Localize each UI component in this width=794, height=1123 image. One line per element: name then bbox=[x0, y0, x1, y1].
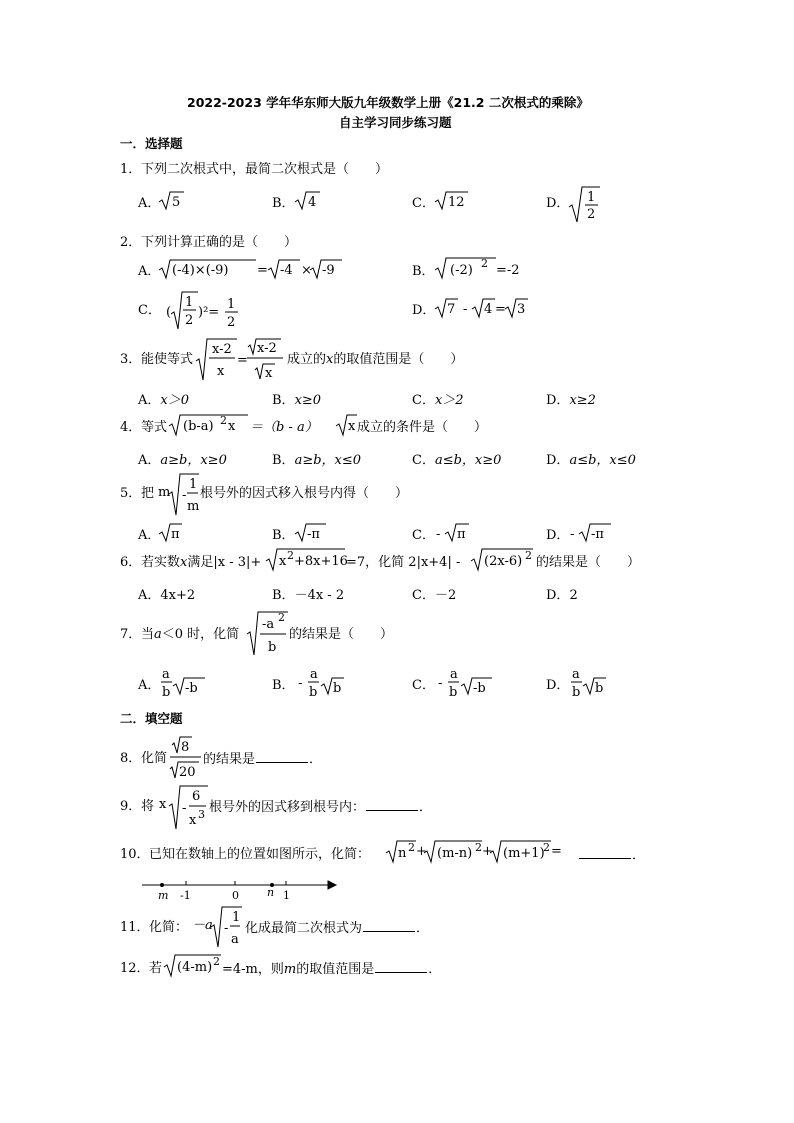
option-d-label: D． bbox=[412, 303, 436, 318]
option-value: 4x+2 bbox=[160, 588, 196, 603]
svg-text:b: b bbox=[162, 685, 171, 700]
option-value: a≥b，x≥0 bbox=[160, 453, 227, 468]
option-c bbox=[412, 589, 456, 602]
svg-text:a: a bbox=[162, 667, 170, 682]
question-stem-suffix bbox=[287, 353, 463, 366]
text: 成立的 bbox=[287, 352, 327, 367]
svg-text:4: 4 bbox=[308, 195, 317, 210]
number-line-figure bbox=[140, 875, 340, 903]
option-c-label: C． bbox=[412, 528, 435, 543]
svg-text:(-2): (-2) bbox=[450, 263, 473, 278]
option-b bbox=[272, 589, 344, 602]
svg-text:π: π bbox=[171, 527, 180, 542]
question-stem-prefix: 把 bbox=[141, 486, 155, 501]
option-value: 2 bbox=[569, 588, 578, 603]
option-d-label: D． bbox=[546, 678, 570, 693]
svg-text:7: 7 bbox=[447, 302, 456, 317]
svg-text:x: x bbox=[189, 813, 197, 828]
svg-text:-: - bbox=[570, 527, 575, 542]
question-stem-suffix bbox=[245, 921, 429, 935]
option-a-radical bbox=[158, 190, 188, 212]
svg-text:x: x bbox=[348, 419, 356, 434]
svg-text:=: = bbox=[257, 263, 268, 278]
svg-text:x-2: x-2 bbox=[212, 342, 232, 357]
svg-text:a: a bbox=[310, 667, 318, 682]
svg-text:+: + bbox=[482, 844, 493, 859]
question-stem-suffix bbox=[209, 800, 432, 814]
text: 的结果是 bbox=[203, 752, 256, 767]
svg-text:(4-m): (4-m) bbox=[177, 960, 213, 975]
question-stem-suffix: 的结果是（ ） bbox=[536, 555, 641, 570]
svg-text:-: - bbox=[182, 488, 187, 503]
option-label: A． bbox=[138, 453, 161, 468]
option-label: B． bbox=[272, 393, 295, 408]
svg-text:2: 2 bbox=[481, 257, 488, 270]
section-fill-heading: 二．填空题 bbox=[120, 711, 183, 726]
svg-text:π: π bbox=[457, 527, 466, 542]
svg-text:2: 2 bbox=[475, 841, 482, 854]
svg-text:3: 3 bbox=[517, 302, 526, 317]
svg-text:)²=: )²= bbox=[198, 305, 220, 320]
svg-text:1: 1 bbox=[227, 297, 236, 312]
option-a-label: A． bbox=[138, 528, 161, 543]
question-number: 3． bbox=[120, 352, 142, 367]
equation-expression bbox=[195, 337, 287, 383]
svg-text:2: 2 bbox=[525, 549, 532, 562]
svg-text:2: 2 bbox=[220, 414, 227, 427]
variable-x: x bbox=[326, 352, 334, 367]
svg-text:2: 2 bbox=[185, 313, 194, 328]
svg-text:x: x bbox=[265, 366, 273, 381]
question-stem-mid: ＝（b - a） bbox=[250, 420, 318, 435]
svg-text:2: 2 bbox=[227, 315, 236, 330]
question-stem-prefix: 将 bbox=[141, 799, 155, 814]
question-stem-suffix bbox=[222, 962, 441, 976]
option-d-radical bbox=[570, 522, 614, 544]
option-value: a≤b，x≥0 bbox=[434, 453, 502, 468]
svg-text:a: a bbox=[231, 932, 239, 947]
question-stem: 下列二次根式中，最简二次根式是（ ） bbox=[141, 162, 389, 177]
question-stem-prefix: 若 bbox=[149, 961, 163, 976]
option-b-expression bbox=[434, 256, 534, 282]
option-label: C． bbox=[412, 393, 435, 408]
label-m: m bbox=[158, 889, 169, 902]
answer-blank[interactable] bbox=[363, 921, 415, 932]
question-stem-suffix: 成立的条件是（ ） bbox=[357, 420, 488, 435]
fraction-expression bbox=[168, 734, 204, 780]
svg-text:-: - bbox=[438, 676, 443, 691]
text: 根号外的因式移到根号内： bbox=[209, 800, 366, 815]
variable-a: a bbox=[154, 627, 162, 642]
question-number: 10． bbox=[120, 847, 150, 862]
svg-text:2: 2 bbox=[287, 549, 294, 562]
text: ． bbox=[419, 800, 433, 815]
question-stem-prefix bbox=[141, 628, 239, 641]
question-number: 4． bbox=[120, 420, 142, 435]
svg-text:(b-a): (b-a) bbox=[183, 419, 214, 434]
option-label: D． bbox=[546, 393, 570, 408]
answer-blank[interactable] bbox=[579, 848, 631, 859]
question-stem-prefix: 能使等式 bbox=[141, 352, 194, 367]
question-stem-prefix: 化简 bbox=[141, 751, 168, 766]
radical-expression bbox=[192, 905, 248, 949]
svg-text:=: = bbox=[495, 302, 506, 317]
question-number: 7． bbox=[120, 627, 142, 642]
label-0: 0 bbox=[232, 889, 239, 902]
option-value: a≤b，x≤0 bbox=[569, 453, 636, 468]
question-stem: 下列计算正确的是（ ） bbox=[141, 235, 298, 250]
svg-text:b: b bbox=[309, 685, 318, 700]
label-1: 1 bbox=[283, 889, 290, 902]
option-d-radical-fraction bbox=[568, 185, 602, 225]
variable-m: m bbox=[283, 962, 297, 977]
option-d-label: D． bbox=[546, 528, 570, 543]
option-a bbox=[138, 589, 195, 602]
svg-text:(-4)×(-9): (-4)×(-9) bbox=[172, 263, 229, 278]
option-value: －2 bbox=[434, 588, 457, 603]
option-b-label: B． bbox=[272, 196, 295, 211]
option-b-label: B． bbox=[272, 528, 295, 543]
svg-text:b: b bbox=[572, 685, 581, 700]
svg-text:3: 3 bbox=[198, 808, 205, 821]
option-c-expression bbox=[438, 664, 494, 702]
svg-text:n: n bbox=[398, 846, 407, 861]
svg-text:m: m bbox=[187, 499, 200, 514]
option-label: A． bbox=[138, 588, 161, 603]
question-stem-mid: =7，化简 2|x+4| - bbox=[346, 555, 461, 570]
svg-text:a: a bbox=[450, 667, 458, 682]
option-label: C． bbox=[412, 453, 435, 468]
svg-text:-: - bbox=[298, 676, 303, 691]
option-d-expression bbox=[570, 664, 610, 702]
option-c-label: C． bbox=[138, 303, 161, 318]
option-label: D． bbox=[546, 588, 570, 603]
answer-blank[interactable] bbox=[366, 800, 418, 811]
svg-text:-π: -π bbox=[591, 527, 604, 542]
option-b-radical bbox=[294, 190, 324, 212]
question-stem-prefix: 已知在数轴上的位置如图所示，化简： bbox=[149, 847, 371, 862]
svg-text:20: 20 bbox=[179, 765, 196, 780]
text: 的取值范围是 bbox=[296, 962, 375, 977]
option-value: －4x - 2 bbox=[294, 588, 345, 603]
radical-x bbox=[335, 413, 359, 437]
option-b-label: B． bbox=[412, 264, 435, 279]
option-value: x≥2 bbox=[569, 393, 596, 408]
svg-text:2: 2 bbox=[213, 955, 220, 968]
svg-text:x: x bbox=[159, 797, 167, 812]
question-stem-prefix bbox=[141, 556, 261, 569]
option-d bbox=[546, 394, 596, 407]
svg-text:=-2: =-2 bbox=[496, 263, 520, 278]
svg-text:-: - bbox=[463, 302, 468, 317]
variable-x: x bbox=[180, 555, 188, 570]
option-a-label: A． bbox=[138, 196, 161, 211]
text: ＜0 时，化简 bbox=[161, 627, 240, 642]
document-title: 2022-2023 学年华东师大版九年级数学上册《21.2 二次根式的乘除》 bbox=[187, 95, 589, 110]
document-subtitle: 自主学习同步练习题 bbox=[339, 115, 452, 130]
question-stem-suffix bbox=[203, 752, 322, 766]
svg-text:1: 1 bbox=[185, 295, 194, 310]
option-b bbox=[272, 454, 361, 467]
label-minus-1: -1 bbox=[180, 889, 191, 902]
option-label: C． bbox=[412, 588, 435, 603]
option-c-radical bbox=[436, 522, 474, 544]
svg-text:1: 1 bbox=[189, 477, 198, 492]
text: 若实数 bbox=[141, 555, 181, 570]
section-choice-heading: 一．选择题 bbox=[120, 136, 183, 151]
option-a-expression bbox=[160, 664, 208, 702]
option-value: x＞0 bbox=[160, 393, 189, 408]
text: 满足|x - 3|+ bbox=[187, 555, 262, 570]
svg-text:-a: -a bbox=[262, 617, 275, 632]
question-number: 9． bbox=[120, 799, 142, 814]
text: 的取值范围是（ ） bbox=[333, 352, 464, 367]
svg-text:-: - bbox=[436, 527, 441, 542]
question-number: 2． bbox=[120, 235, 142, 250]
svg-text:6: 6 bbox=[192, 789, 201, 804]
text: =4-m，则 bbox=[222, 962, 284, 977]
svg-text:-b: -b bbox=[185, 681, 198, 696]
svg-text:b: b bbox=[449, 685, 458, 700]
option-label: D． bbox=[546, 453, 570, 468]
option-c-radical bbox=[434, 190, 474, 212]
text: ． bbox=[632, 848, 646, 863]
option-b-radical bbox=[294, 522, 328, 544]
svg-text:(2x-6): (2x-6) bbox=[484, 554, 523, 569]
point-m bbox=[160, 883, 164, 887]
svg-text:1: 1 bbox=[587, 190, 596, 205]
answer-blank[interactable] bbox=[256, 752, 308, 763]
svg-text:-b: -b bbox=[473, 681, 486, 696]
svg-text:+8x+16: +8x+16 bbox=[294, 554, 348, 569]
text: ． bbox=[416, 921, 430, 936]
question-number: 8． bbox=[120, 751, 142, 766]
question-stem-suffix bbox=[578, 848, 645, 862]
option-c-label: C． bbox=[412, 678, 435, 693]
svg-text:2: 2 bbox=[543, 841, 550, 854]
question-stem-prefix: 等式 bbox=[141, 420, 168, 435]
option-a-label: A． bbox=[138, 678, 161, 693]
svg-text:5: 5 bbox=[172, 195, 181, 210]
option-c-label: C． bbox=[412, 196, 435, 211]
svg-text:m: m bbox=[158, 485, 171, 500]
svg-text:x: x bbox=[279, 554, 287, 569]
svg-text:a: a bbox=[572, 667, 580, 682]
text: ． bbox=[428, 962, 442, 977]
svg-text:2: 2 bbox=[278, 611, 285, 624]
svg-text:+: + bbox=[416, 844, 427, 859]
svg-text:2: 2 bbox=[587, 207, 596, 222]
svg-text:b: b bbox=[595, 681, 604, 696]
radical-expression bbox=[246, 610, 290, 658]
radical-expression-2 bbox=[470, 547, 536, 573]
radical-expression-1 bbox=[265, 547, 349, 573]
option-c bbox=[412, 454, 501, 467]
option-label: B． bbox=[272, 453, 295, 468]
question-number: 11． bbox=[120, 920, 150, 935]
svg-text:(m+1): (m+1) bbox=[503, 846, 545, 861]
svg-text:x: x bbox=[228, 419, 236, 434]
svg-text:2: 2 bbox=[408, 841, 415, 854]
svg-text:12: 12 bbox=[448, 195, 465, 210]
svg-text:x-2: x-2 bbox=[257, 341, 277, 356]
svg-text:=: = bbox=[551, 844, 562, 859]
question-number: 12． bbox=[120, 961, 150, 976]
svg-text:=: = bbox=[237, 353, 248, 368]
option-b-label: B． bbox=[272, 678, 295, 693]
radical-expression bbox=[385, 839, 581, 865]
radical-expression bbox=[163, 953, 223, 979]
svg-text:-9: -9 bbox=[322, 263, 335, 278]
option-d bbox=[546, 589, 578, 602]
option-b bbox=[272, 394, 321, 407]
svg-text:x: x bbox=[217, 364, 225, 379]
option-a-expression bbox=[158, 258, 348, 282]
option-c bbox=[412, 394, 464, 407]
question-stem-suffix: 根号外的因式移入根号内得（ ） bbox=[200, 486, 409, 501]
radical-expression bbox=[157, 472, 201, 518]
option-d-label: D． bbox=[546, 196, 570, 211]
option-value: x＞2 bbox=[434, 393, 464, 408]
question-number: 6． bbox=[120, 555, 142, 570]
text: 当 bbox=[141, 627, 155, 642]
svg-text:(: ( bbox=[166, 305, 172, 320]
question-number: 5． bbox=[120, 486, 142, 501]
svg-text:b: b bbox=[333, 681, 342, 696]
option-b-expression bbox=[298, 664, 346, 702]
option-a bbox=[138, 454, 227, 467]
svg-text:×: × bbox=[301, 263, 312, 278]
option-value: x≥0 bbox=[294, 393, 322, 408]
svg-text:-4: -4 bbox=[280, 263, 293, 278]
option-d-expression bbox=[434, 297, 534, 321]
option-value: a≥b，x≤0 bbox=[294, 453, 362, 468]
option-a-radical bbox=[158, 522, 186, 544]
option-d bbox=[546, 454, 636, 467]
svg-text:－a: －a bbox=[192, 918, 213, 933]
svg-text:4: 4 bbox=[484, 302, 493, 317]
radical-expression bbox=[158, 784, 210, 832]
text: 化成最简二次根式为 bbox=[245, 921, 363, 936]
option-label: B． bbox=[272, 588, 295, 603]
option-a-label: A． bbox=[138, 264, 161, 279]
question-stem-suffix: 的结果是（ ） bbox=[289, 627, 394, 642]
svg-text:-: - bbox=[182, 801, 187, 816]
svg-text:8: 8 bbox=[181, 740, 190, 755]
option-a bbox=[138, 394, 189, 407]
option-c-expression bbox=[160, 290, 250, 332]
question-stem-prefix: 化简： bbox=[149, 920, 189, 935]
label-n: n bbox=[267, 886, 275, 899]
radical-expression bbox=[168, 413, 250, 437]
number-line-arrow bbox=[328, 881, 336, 889]
svg-text:-: - bbox=[224, 921, 229, 936]
text: ． bbox=[309, 752, 323, 767]
svg-text:1: 1 bbox=[232, 910, 241, 925]
option-label: A． bbox=[138, 393, 161, 408]
svg-text:-π: -π bbox=[307, 527, 320, 542]
svg-text:(m-n): (m-n) bbox=[437, 846, 473, 861]
svg-text:b: b bbox=[268, 640, 277, 655]
answer-blank[interactable] bbox=[375, 962, 427, 973]
question-number: 1． bbox=[120, 162, 142, 177]
